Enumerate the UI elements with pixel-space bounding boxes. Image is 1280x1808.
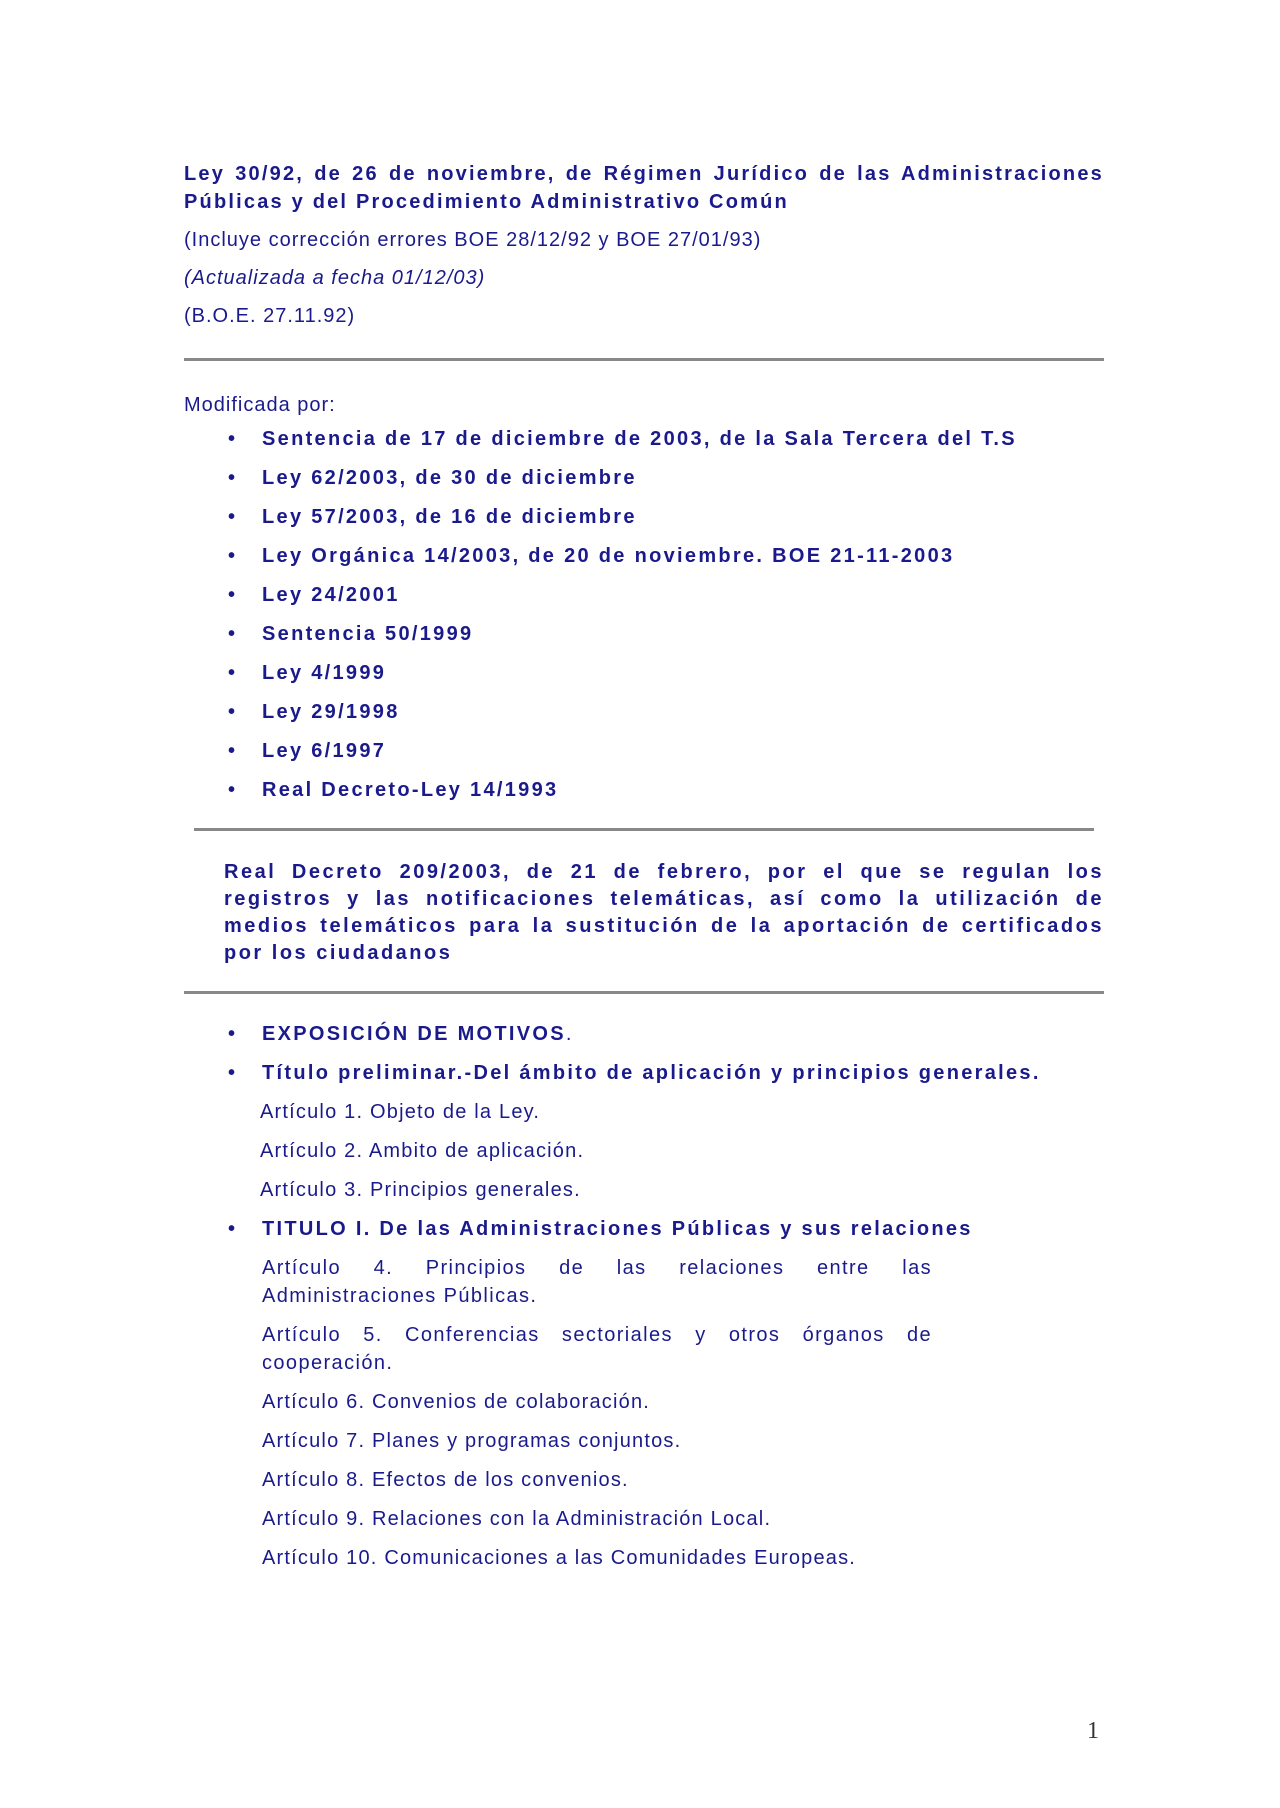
modification-link[interactable]: • Real Decreto-Ley 14/1993 bbox=[184, 776, 1104, 804]
modifications-list bbox=[184, 425, 1104, 804]
article-link[interactable]: Artículo 4. Principios de las relaciones entre las Administraciones Públicas. bbox=[262, 1257, 932, 1307]
divider bbox=[184, 991, 1104, 994]
article-link[interactable]: Artículo 10. Comunicaciones a las Comunidades Europeas. bbox=[262, 1547, 857, 1569]
bullet-icon: • bbox=[228, 623, 238, 645]
bullet-icon: • bbox=[228, 545, 238, 567]
article-link[interactable]: Artículo 1. Objeto de la Ley. bbox=[260, 1101, 541, 1123]
modification-link[interactable]: • Ley 4/1999 bbox=[184, 659, 1104, 687]
divider bbox=[194, 828, 1094, 831]
modified-label: Modificada por: bbox=[184, 394, 336, 416]
index-list bbox=[184, 1020, 1104, 1087]
bullet-icon: • bbox=[228, 1218, 238, 1240]
modification-link[interactable]: • Ley 24/2001 bbox=[184, 581, 1104, 609]
real-decreto-link[interactable]: Real Decreto 209/2003, de 21 de febrero, por el que se regulan los registros y las notificaciones telemáticas, así como la utilización de medios telemáticos para la sustitución de la aportación de certificados por los ciudadanos bbox=[224, 861, 1104, 964]
bullet-icon: • bbox=[228, 701, 238, 723]
article-link[interactable]: Artículo 9. Relaciones con la Administración Local. bbox=[262, 1508, 772, 1530]
bullet-icon: • bbox=[228, 584, 238, 606]
bullet-icon: • bbox=[228, 1023, 238, 1045]
updated-note: (Actualizada a fecha 01/12/03) bbox=[184, 267, 486, 289]
article-link[interactable]: Artículo 8. Efectos de los convenios. bbox=[262, 1469, 629, 1491]
boe-reference: (B.O.E. 27.11.92) bbox=[184, 305, 356, 327]
article-link[interactable]: Artículo 3. Principios generales. bbox=[260, 1179, 581, 1201]
document-page bbox=[184, 160, 1104, 1583]
bullet-icon: • bbox=[228, 779, 238, 801]
bullet-icon: • bbox=[228, 1062, 238, 1084]
bullet-icon: • bbox=[228, 467, 238, 489]
modification-link[interactable]: • Sentencia de 17 de diciembre de 2003, de la Sala Tercera del T.S bbox=[184, 425, 1104, 453]
modification-link[interactable]: • Sentencia 50/1999 bbox=[184, 620, 1104, 648]
law-title: Ley 30/92, de 26 de noviembre, de Régimen Jurídico de las Administraciones Públicas y del Procedimiento Administrativo Común bbox=[184, 163, 1104, 213]
divider bbox=[184, 358, 1104, 361]
modification-link[interactable]: • Ley 29/1998 bbox=[184, 698, 1104, 726]
bullet-icon: • bbox=[228, 506, 238, 528]
titulo-1-link[interactable]: • TITULO I. De las Administraciones Públicas y sus relaciones bbox=[184, 1215, 1104, 1243]
bullet-icon: • bbox=[228, 428, 238, 450]
modification-link[interactable]: • Ley 62/2003, de 30 de diciembre bbox=[184, 464, 1104, 492]
modification-link[interactable]: • Ley 57/2003, de 16 de diciembre bbox=[184, 503, 1104, 531]
bullet-icon: • bbox=[228, 740, 238, 762]
article-link[interactable]: Artículo 5. Conferencias sectoriales y otros órganos de cooperación. bbox=[262, 1324, 932, 1374]
titulo-preliminar-link[interactable]: • Título preliminar.-Del ámbito de aplicación y principios generales. bbox=[184, 1059, 1104, 1087]
modification-link[interactable]: • Ley Orgánica 14/2003, de 20 de noviembre. BOE 21-11-2003 bbox=[184, 542, 1104, 570]
bullet-icon: • bbox=[228, 662, 238, 684]
article-link[interactable]: Artículo 2. Ambito de aplicación. bbox=[260, 1140, 585, 1162]
modification-link[interactable]: • Ley 6/1997 bbox=[184, 737, 1104, 765]
index-list-title-1 bbox=[184, 1215, 1104, 1243]
article-link[interactable]: Artículo 7. Planes y programas conjuntos. bbox=[262, 1430, 682, 1452]
article-link[interactable]: Artículo 6. Convenios de colaboración. bbox=[262, 1391, 651, 1413]
page-number: 1 bbox=[1087, 1718, 1099, 1744]
exposicion-link[interactable]: • EXPOSICIÓN DE MOTIVOS. bbox=[184, 1020, 1104, 1048]
correction-note: (Incluye corrección errores BOE 28/12/92 y BOE 27/01/93) bbox=[184, 229, 762, 251]
